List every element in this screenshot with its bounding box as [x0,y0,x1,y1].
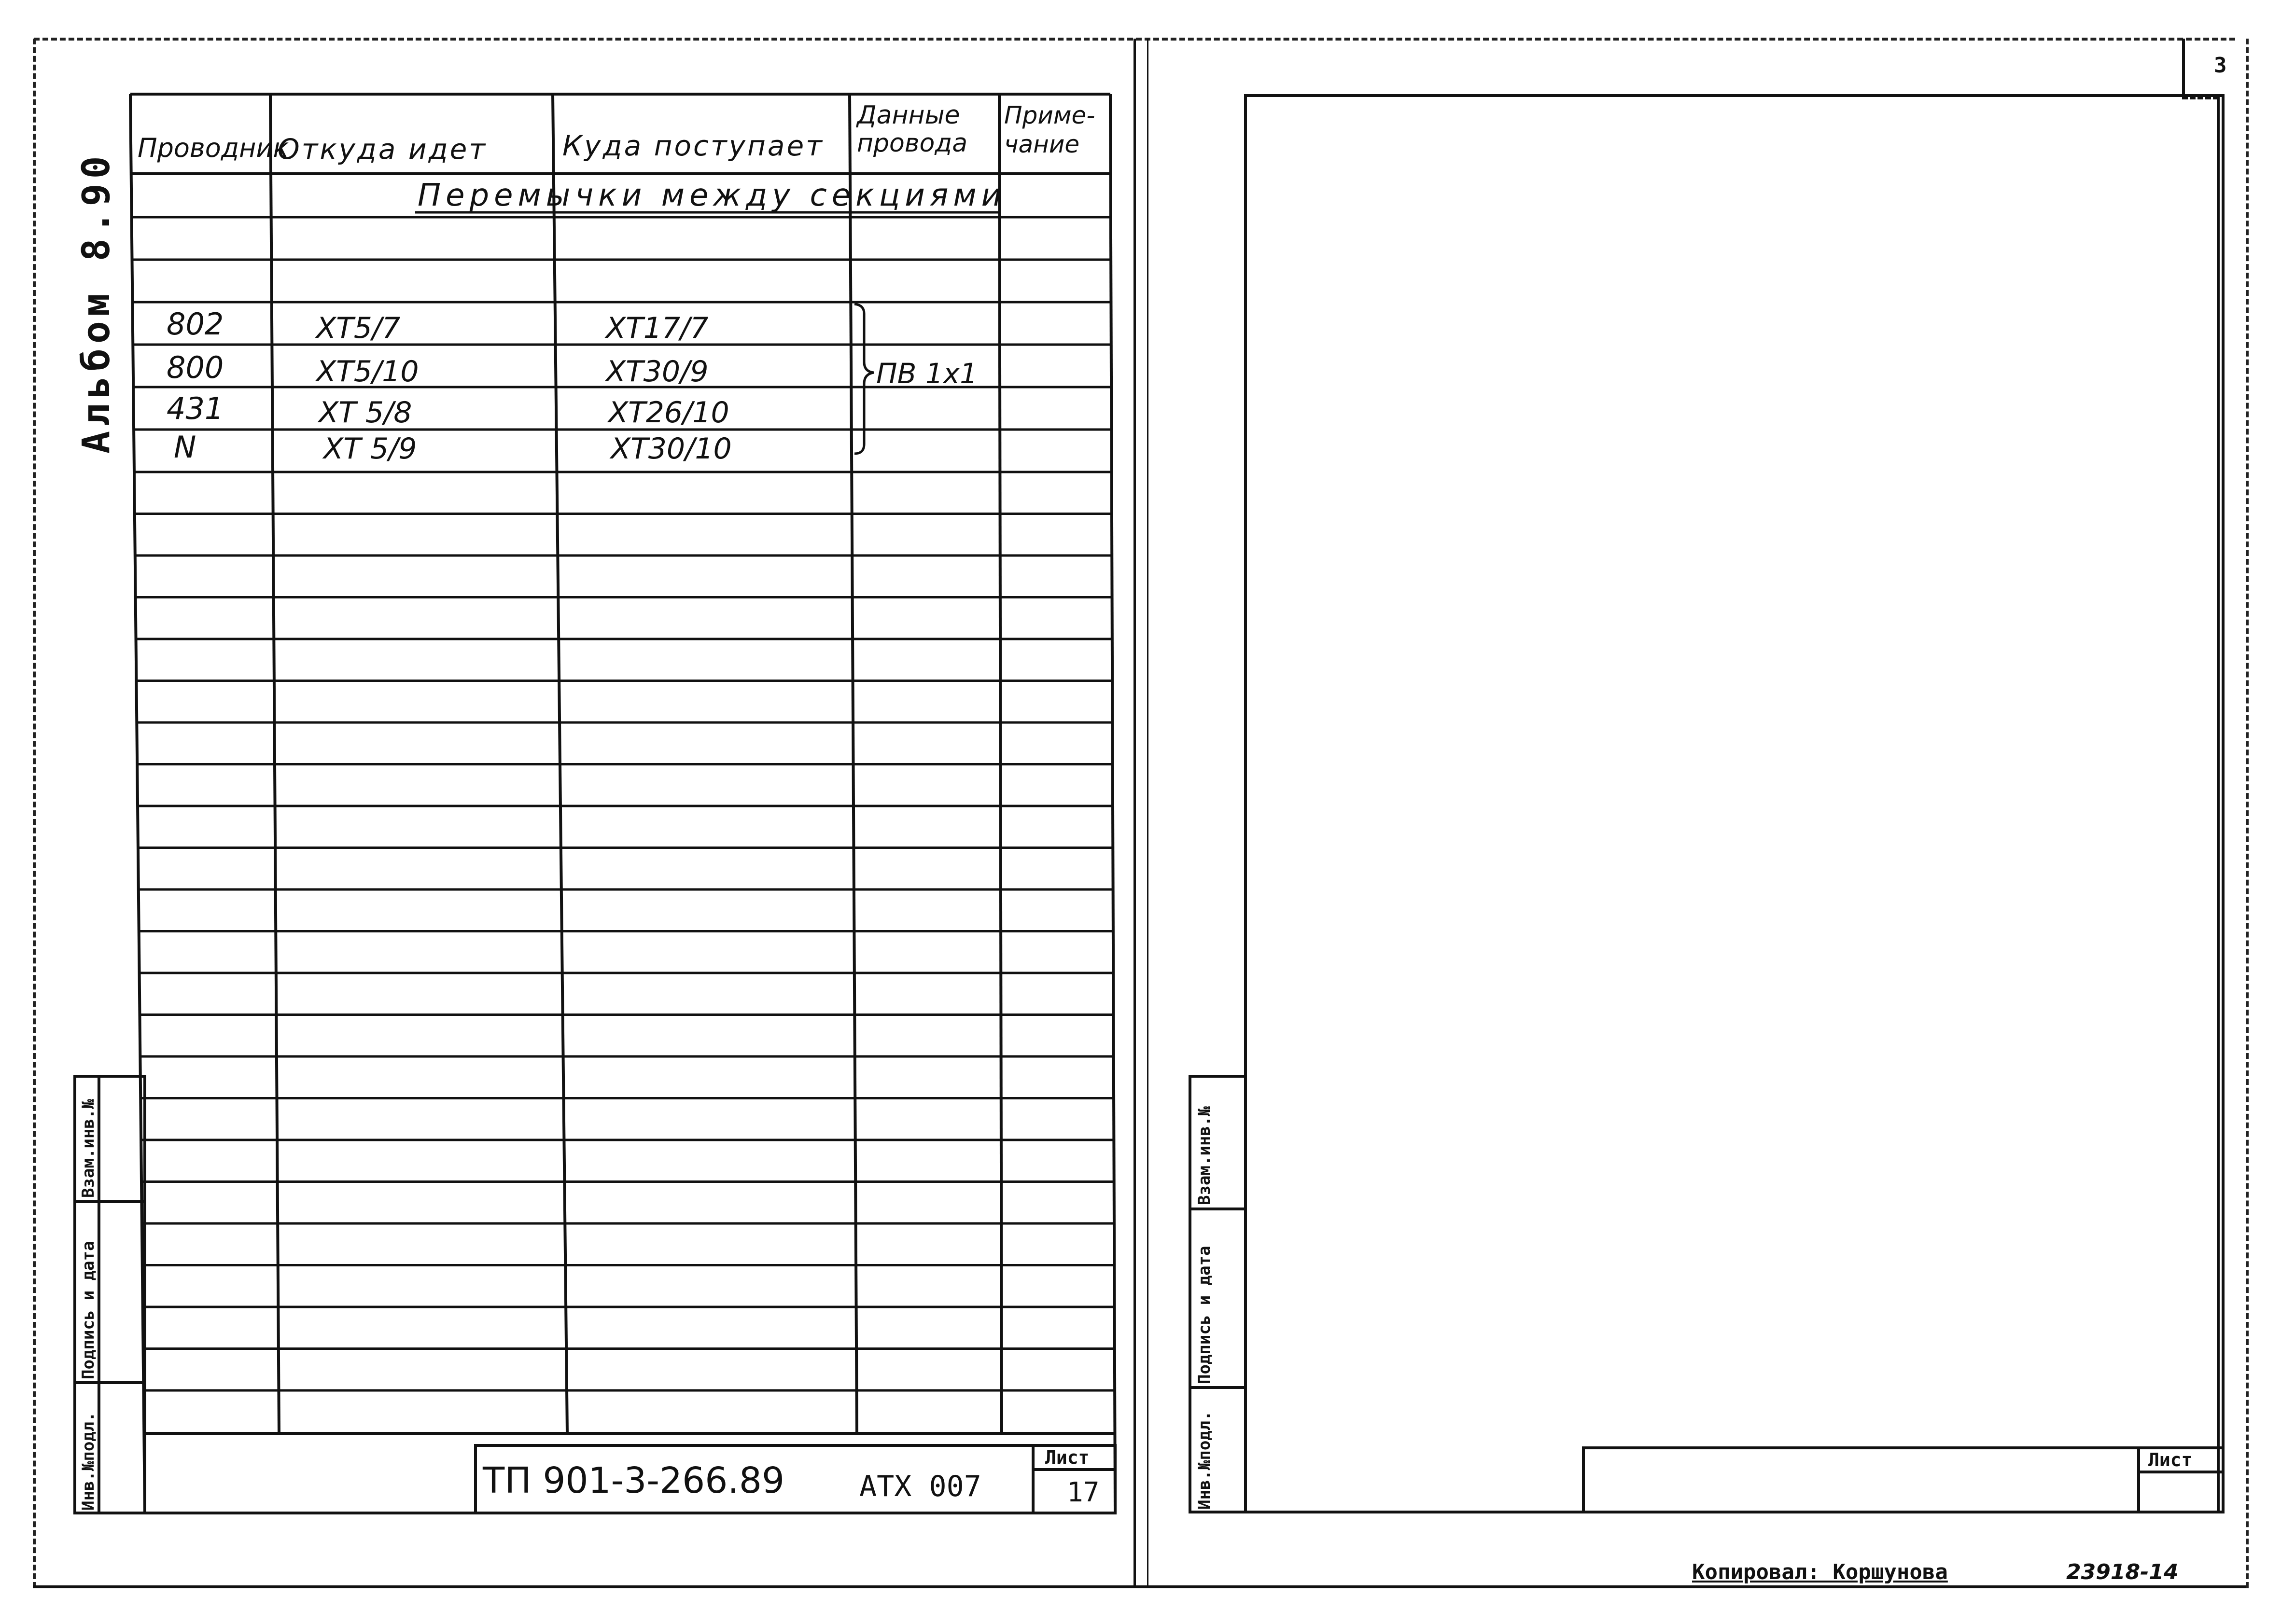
row-3-from: XT 5/8 [319,396,412,430]
corner-mark: 3 [2214,53,2227,78]
row-3-to: XT26/10 [608,396,729,430]
row-1-to: XT17/7 [606,311,709,345]
row-4-from: XT 5/9 [323,432,417,466]
wire-spec: ПВ 1x1 [876,357,978,390]
header-note-line2: чание [1004,130,1080,158]
right-stamp-inv-podl: Инв.№подл. [1195,1411,1214,1510]
header-wire-data: Данные провода [857,101,968,158]
right-stamp-vzam-inv: Взам.инв.№ [1195,1106,1214,1205]
row-1-conductor: 802 [167,306,224,342]
row-4-to: XT30/10 [611,432,732,466]
right-stamp-sign-date: Подпись и дата [1195,1246,1214,1384]
left-stamp-sign-date: Подпись и дата [79,1241,98,1379]
left-stamp-vzam-inv: Взам.инв.№ [79,1099,98,1198]
header-conductor: Проводник [138,133,289,163]
album-label: Альбом 8.90 [75,151,118,454]
header-to: Куда поступает [562,129,824,162]
row-2-to: XT30/9 [606,355,709,389]
sheet-code: АТХ 007 [859,1470,981,1503]
doc-code: ТП 901-3-266.89 [483,1460,785,1501]
row-2-from: XT5/10 [316,355,419,389]
section-title: Перемычки между секциями [418,178,1007,213]
header-note-line1: Приме- [1004,101,1095,129]
copied-by: Копировал: Коршунова [1692,1560,1948,1584]
header-from: Откуда идет [278,133,488,166]
row-3-conductor: 431 [167,391,224,426]
sheet-number: 17 [1067,1477,1100,1508]
row-1-from: XT5/7 [316,311,401,345]
format-code: 23918-14 [2066,1560,2179,1584]
row-4-conductor: N [174,430,196,465]
right-sheet-label: Лист [2148,1449,2193,1471]
row-2-conductor: 800 [167,350,224,385]
left-stamp-inv-podl: Инв.№подл. [79,1412,98,1511]
sheet-label: Лист [1045,1447,1090,1468]
